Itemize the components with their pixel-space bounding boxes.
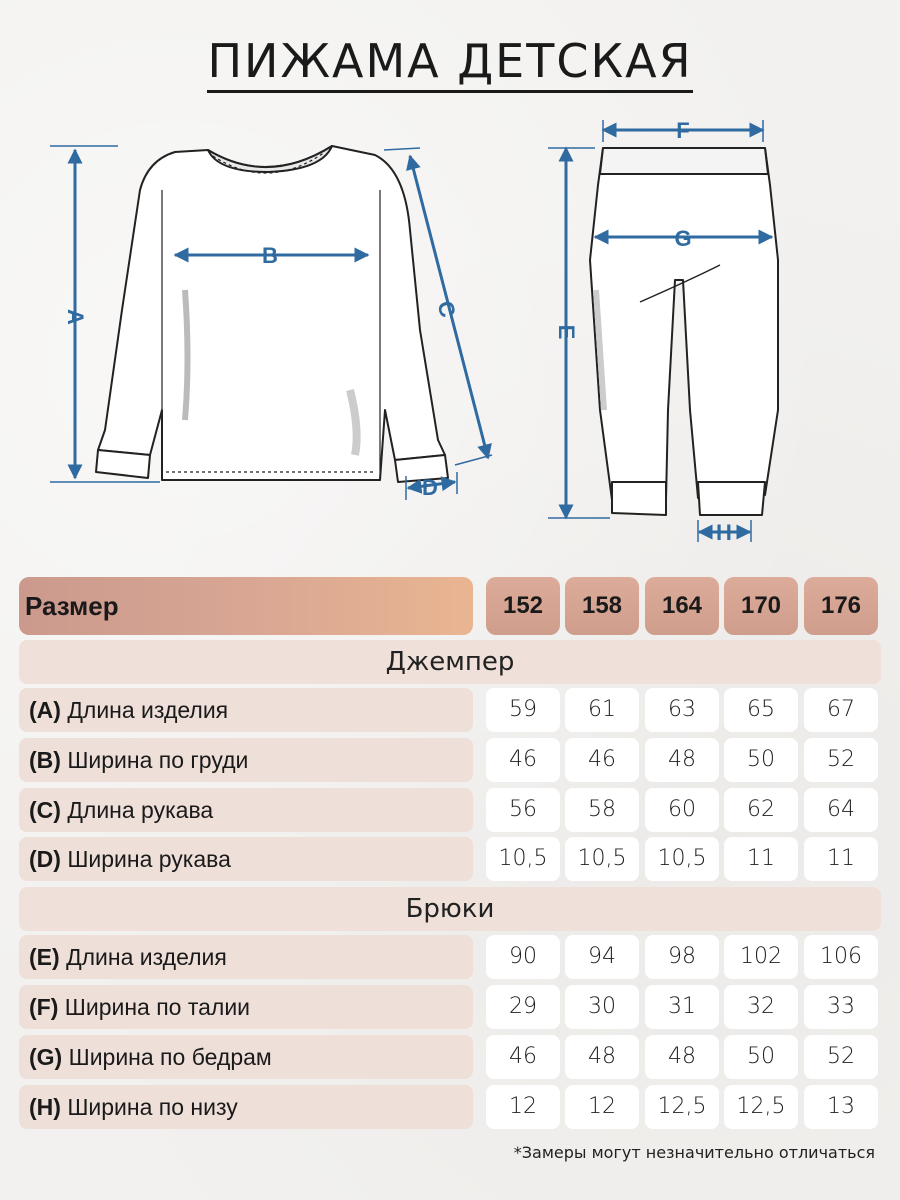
row-label: (D) Ширина рукава [19,837,473,881]
table-row [19,985,881,1029]
page-title: ПИЖАМА ДЕТСКАЯ [0,34,900,88]
measurement-note: *Замеры могут незначительно отличаться [513,1143,875,1162]
row-label: (G) Ширина по бедрам [19,1035,473,1079]
table-row [19,837,881,881]
label-d: D [422,475,438,500]
table-cell: 106 [804,935,878,979]
table-cell: 12 [565,1085,639,1129]
row-label: (B) Ширина по груди [19,738,473,782]
section-title-pants: Брюки [19,887,881,931]
label-b: B [262,243,278,268]
table-row [19,788,881,832]
table-cell: 52 [804,738,878,782]
table-row [19,688,881,732]
table-cell: 11 [724,837,798,881]
table-cell: 65 [724,688,798,732]
table-cell: 63 [645,688,719,732]
table-cell: 102 [724,935,798,979]
table-cell: 12,5 [645,1085,719,1129]
table-cell: 46 [565,738,639,782]
table-cell: 62 [724,788,798,832]
table-cell: 50 [724,738,798,782]
row-label: (A) Длина изделия [19,688,473,732]
table-cell: 10,5 [486,837,560,881]
table-cell: 48 [565,1035,639,1079]
table-cell: 67 [804,688,878,732]
size-header-cell: 152 [486,577,560,635]
label-h: H [716,520,732,545]
table-header-row [19,577,881,621]
header-size-label: Размер [19,577,473,635]
label-f: F [676,118,690,143]
table-row [19,1035,881,1079]
table-cell: 31 [645,985,719,1029]
table-cell: 48 [645,1035,719,1079]
table-cell: 59 [486,688,560,732]
table-cell: 46 [486,1035,560,1079]
jumper-illustration [96,146,448,482]
table-cell: 60 [645,788,719,832]
size-header-cell: 176 [804,577,878,635]
table-cell: 52 [804,1035,878,1079]
row-label: (C) Длина рукава [19,788,473,832]
table-cell: 10,5 [645,837,719,881]
table-cell: 98 [645,935,719,979]
label-c: C [432,298,461,321]
table-cell: 58 [565,788,639,832]
section-title-jumper: Джемпер [19,640,881,684]
table-cell: 56 [486,788,560,832]
label-g: G [674,226,692,251]
table-cell: 64 [804,788,878,832]
table-cell: 11 [804,837,878,881]
label-a: A [63,309,88,325]
table-cell: 33 [804,985,878,1029]
table-cell: 46 [486,738,560,782]
table-row [19,738,881,782]
table-cell: 10,5 [565,837,639,881]
table-cell: 48 [645,738,719,782]
table-cell: 94 [565,935,639,979]
table-cell: 61 [565,688,639,732]
table-row [19,1085,881,1129]
table-cell: 32 [724,985,798,1029]
row-label: (H) Ширина по низу [19,1085,473,1129]
row-label: (F) Ширина по талии [19,985,473,1029]
label-e: E [554,324,579,340]
table-cell: 30 [565,985,639,1029]
table-cell: 12,5 [724,1085,798,1129]
size-header-cell: 158 [565,577,639,635]
pants-illustration [590,148,778,515]
table-cell: 50 [724,1035,798,1079]
row-label: (E) Длина изделия [19,935,473,979]
garment-diagram [0,110,900,560]
table-cell: 29 [486,985,560,1029]
table-row [19,935,881,979]
table-cell: 13 [804,1085,878,1129]
size-header-cell: 170 [724,577,798,635]
table-cell: 90 [486,935,560,979]
size-header-cell: 164 [645,577,719,635]
table-cell: 12 [486,1085,560,1129]
